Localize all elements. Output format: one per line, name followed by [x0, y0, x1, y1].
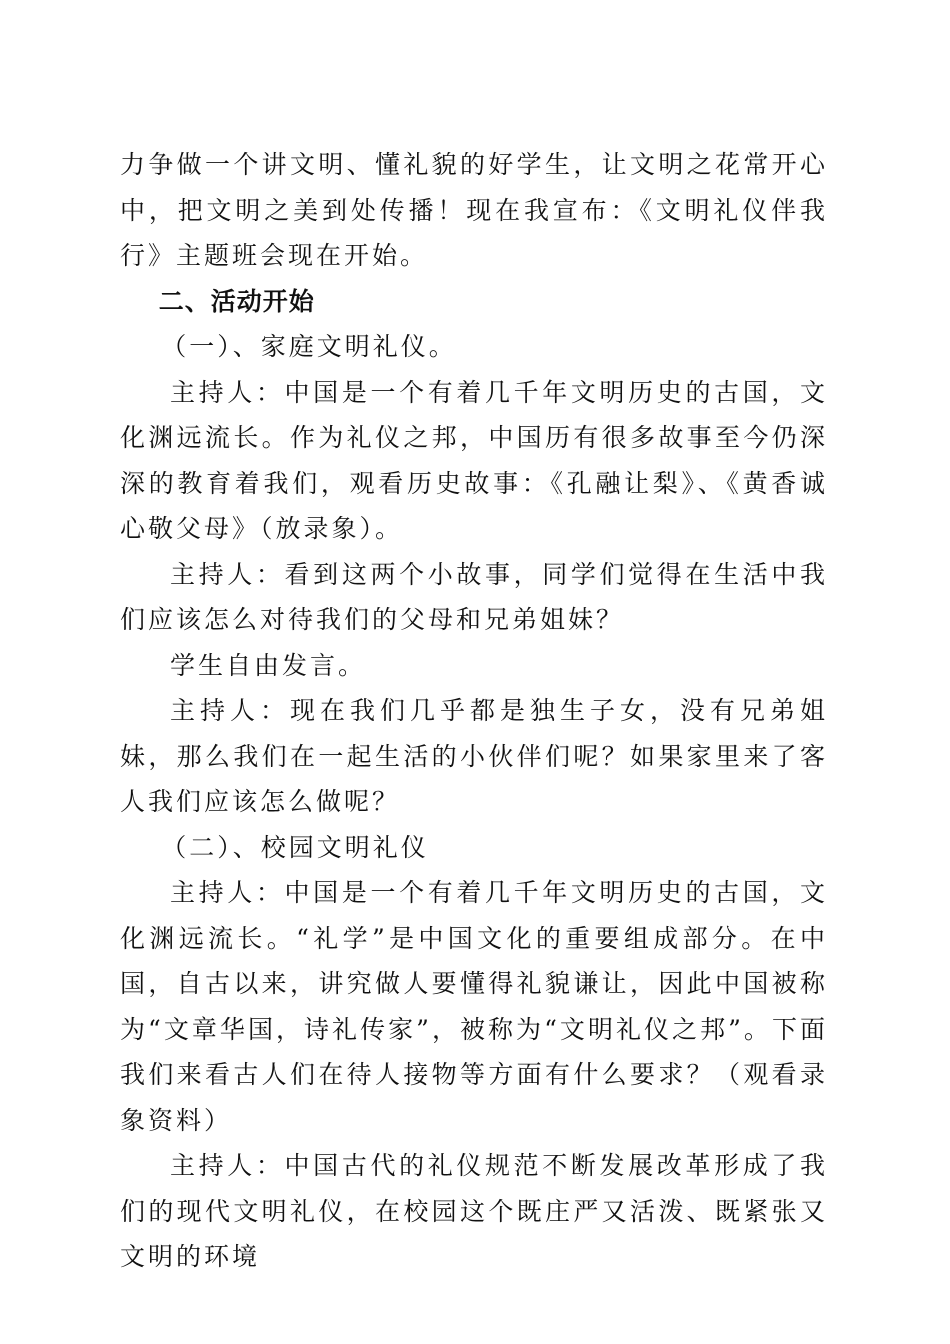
paragraph-host-modern-etiquette: 主持人：中国古代的礼仪规范不断发展改革形成了我们的现代文明礼仪，在校园这个既庄严又活泼、既紧张又文明的环境 — [120, 1151, 828, 1271]
paragraph-students-speak: 学生自由发言。 — [170, 650, 367, 680]
paragraph-host-history: 主持人：中国是一个有着几千年文明历史的古国，文化渊远流长。作为礼仪之邦，中国历有很多故事至今仍深深的教育着我们，观看历史故事：《孔融让梨》、《黄香诚心敬父母》（放录象）。 — [120, 377, 828, 543]
paragraph-host-etiquette-tradition: 主持人：中国是一个有着几千年文明历史的古国，文化渊远流长。“礼学”是中国文化的重要组成部分。在中国，自古以来，讲究做人要懂得礼貌谦让，因此中国被称为“文章华国，诗礼传家”，被称为“文明礼仪之邦”。下面我们来看古人们在待人接物等方面有什么要求？（观看录象资料） — [120, 878, 828, 1135]
paragraph-host-question-guests: 主持人：现在我们几乎都是独生子女，没有兄弟姐妹，那么我们在一起生活的小伙伴们呢？如果家里来了客人我们应该怎么做呢？ — [120, 696, 828, 816]
document-body — [120, 142, 828, 1280]
subsection-heading-family-etiquette: （一）、家庭文明礼仪。 — [161, 332, 457, 361]
subsection-heading-campus-etiquette: （二）、校园文明礼仪 — [161, 832, 429, 862]
section-heading-activity-start: 二、活动开始 — [158, 286, 315, 316]
paragraph-continuation: 力争做一个讲文明、懂礼貌的好学生，让文明之花常开心中，把文明之美到处传播！现在我宣布：《文明礼仪伴我行》主题班会现在开始。 — [120, 150, 828, 270]
paragraph-host-question-family: 主持人：看到这两个小故事，同学们觉得在生活中我们应该怎么对待我们的父母和兄弟姐妹？ — [120, 559, 828, 634]
